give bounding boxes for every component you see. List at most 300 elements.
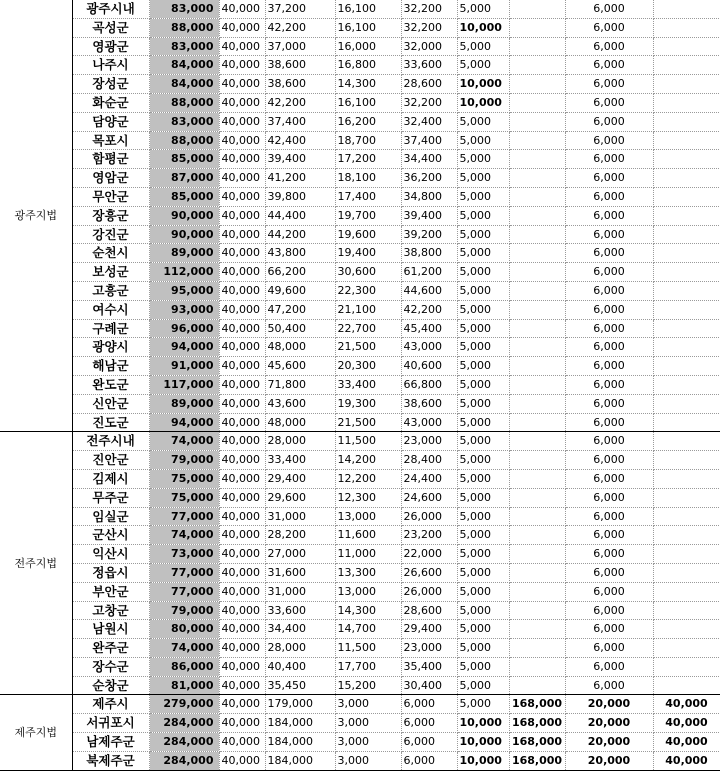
table-row xyxy=(0,56,720,75)
fee-cell: 24,600 xyxy=(401,488,457,507)
location-name: 전주시내 xyxy=(72,432,149,451)
fee-cell: 11,000 xyxy=(335,545,401,564)
fee-cell: 6,000 xyxy=(401,733,457,752)
fee-cell xyxy=(653,187,720,206)
fee-cell xyxy=(653,131,720,150)
table-row xyxy=(0,375,720,394)
table-row xyxy=(0,300,720,319)
fee-cell xyxy=(653,169,720,188)
table-row xyxy=(0,319,720,338)
fee-cell: 40,000 xyxy=(219,526,265,545)
total-cell: 112,000 xyxy=(149,263,219,282)
total-cell: 81,000 xyxy=(149,676,219,695)
fee-cell xyxy=(653,451,720,470)
fee-cell: 30,600 xyxy=(335,263,401,282)
total-cell: 117,000 xyxy=(149,375,219,394)
total-cell: 85,000 xyxy=(149,187,219,206)
fee-cell: 19,600 xyxy=(335,225,401,244)
fee-cell: 32,000 xyxy=(401,37,457,56)
table-row xyxy=(0,526,720,545)
fee-cell: 40,000 xyxy=(219,507,265,526)
fee-cell: 6,000 xyxy=(565,601,653,620)
fee-cell: 40,000 xyxy=(219,676,265,695)
fee-cell xyxy=(653,37,720,56)
location-name: 곡성군 xyxy=(72,18,149,37)
fee-cell: 21,500 xyxy=(335,338,401,357)
fee-cell xyxy=(509,93,565,112)
fee-cell: 5,000 xyxy=(457,263,509,282)
fee-cell: 16,100 xyxy=(335,0,401,18)
fee-cell: 40,000 xyxy=(219,93,265,112)
table-row xyxy=(0,657,720,676)
fee-cell: 40,000 xyxy=(653,733,720,752)
fee-cell: 38,800 xyxy=(401,244,457,263)
total-cell: 73,000 xyxy=(149,545,219,564)
fee-cell: 6,000 xyxy=(565,657,653,676)
fee-cell xyxy=(653,56,720,75)
fee-cell xyxy=(509,507,565,526)
fee-cell: 40,000 xyxy=(219,357,265,376)
fee-cell: 6,000 xyxy=(565,281,653,300)
fee-cell xyxy=(509,657,565,676)
table-row xyxy=(0,169,720,188)
fee-cell xyxy=(653,469,720,488)
fee-cell xyxy=(653,93,720,112)
fee-cell: 10,000 xyxy=(457,714,509,733)
location-name: 임실군 xyxy=(72,507,149,526)
fee-cell xyxy=(509,451,565,470)
fee-cell: 50,400 xyxy=(265,319,335,338)
fee-cell: 20,000 xyxy=(565,751,653,770)
fee-cell: 19,300 xyxy=(335,394,401,413)
fee-cell: 32,400 xyxy=(401,112,457,131)
fee-cell: 5,000 xyxy=(457,601,509,620)
fee-cell xyxy=(509,432,565,451)
fee-cell: 6,000 xyxy=(565,244,653,263)
fee-cell xyxy=(509,526,565,545)
fee-cell: 3,000 xyxy=(335,695,401,714)
fee-cell: 6,000 xyxy=(565,563,653,582)
fee-cell: 43,800 xyxy=(265,244,335,263)
fee-cell xyxy=(653,206,720,225)
location-name: 부안군 xyxy=(72,582,149,601)
fee-cell: 40,000 xyxy=(219,244,265,263)
fee-cell: 14,300 xyxy=(335,601,401,620)
fee-cell xyxy=(653,639,720,658)
total-cell: 77,000 xyxy=(149,507,219,526)
fee-cell xyxy=(653,281,720,300)
fee-cell xyxy=(509,394,565,413)
location-name: 김제시 xyxy=(72,469,149,488)
fee-cell: 21,500 xyxy=(335,413,401,432)
total-cell: 88,000 xyxy=(149,93,219,112)
total-cell: 94,000 xyxy=(149,413,219,432)
fee-cell: 40,000 xyxy=(219,375,265,394)
fee-cell: 6,000 xyxy=(565,413,653,432)
fee-cell xyxy=(509,413,565,432)
total-cell: 96,000 xyxy=(149,319,219,338)
total-cell: 284,000 xyxy=(149,714,219,733)
fee-cell xyxy=(509,206,565,225)
table-row xyxy=(0,187,720,206)
fee-cell: 5,000 xyxy=(457,620,509,639)
fee-cell: 42,400 xyxy=(265,131,335,150)
fee-cell: 40,000 xyxy=(653,714,720,733)
fee-cell: 22,300 xyxy=(335,281,401,300)
fee-cell: 38,600 xyxy=(401,394,457,413)
fee-cell: 45,600 xyxy=(265,357,335,376)
fee-cell: 40,000 xyxy=(219,451,265,470)
fee-cell: 6,000 xyxy=(565,639,653,658)
fee-cell: 40,000 xyxy=(219,714,265,733)
fee-cell: 33,400 xyxy=(265,451,335,470)
location-name: 제주시 xyxy=(72,695,149,714)
fee-cell: 6,000 xyxy=(565,338,653,357)
fee-cell xyxy=(509,469,565,488)
fee-cell: 5,000 xyxy=(457,507,509,526)
fee-cell: 28,000 xyxy=(265,639,335,658)
fee-cell: 39,800 xyxy=(265,187,335,206)
fee-cell: 23,200 xyxy=(401,526,457,545)
fee-cell: 40,000 xyxy=(219,695,265,714)
fee-cell: 20,300 xyxy=(335,357,401,376)
fee-cell: 45,400 xyxy=(401,319,457,338)
table-row xyxy=(0,0,720,18)
fee-cell: 23,000 xyxy=(401,432,457,451)
fee-cell: 40,000 xyxy=(219,620,265,639)
location-name: 영암군 xyxy=(72,169,149,188)
total-cell: 95,000 xyxy=(149,281,219,300)
fee-cell: 11,500 xyxy=(335,432,401,451)
fee-cell: 13,000 xyxy=(335,582,401,601)
table-row xyxy=(0,469,720,488)
fee-cell: 28,600 xyxy=(401,75,457,94)
fee-cell: 184,000 xyxy=(265,714,335,733)
table-row xyxy=(0,451,720,470)
fee-cell xyxy=(653,319,720,338)
fee-cell: 33,600 xyxy=(265,601,335,620)
fee-cell: 6,000 xyxy=(565,0,653,18)
location-name: 남원시 xyxy=(72,620,149,639)
fee-cell: 39,200 xyxy=(401,225,457,244)
location-name: 정읍시 xyxy=(72,563,149,582)
fee-cell: 6,000 xyxy=(565,131,653,150)
fee-cell: 40,000 xyxy=(219,488,265,507)
fee-cell xyxy=(653,75,720,94)
fee-cell xyxy=(509,338,565,357)
fee-cell xyxy=(509,225,565,244)
fee-cell: 6,000 xyxy=(565,300,653,319)
table-row xyxy=(0,206,720,225)
fee-cell: 20,000 xyxy=(565,733,653,752)
fee-cell: 29,600 xyxy=(265,488,335,507)
fee-cell: 20,000 xyxy=(565,714,653,733)
fee-cell: 5,000 xyxy=(457,338,509,357)
fee-cell: 6,000 xyxy=(401,695,457,714)
fee-cell: 40,600 xyxy=(401,357,457,376)
fee-cell xyxy=(653,563,720,582)
location-name: 화순군 xyxy=(72,93,149,112)
table-row xyxy=(0,601,720,620)
fee-cell: 16,000 xyxy=(335,37,401,56)
fee-cell: 40,000 xyxy=(219,131,265,150)
total-cell: 75,000 xyxy=(149,488,219,507)
fee-cell: 5,000 xyxy=(457,657,509,676)
total-cell: 91,000 xyxy=(149,357,219,376)
fee-cell: 40,000 xyxy=(219,0,265,18)
fee-cell: 37,400 xyxy=(265,112,335,131)
fee-cell xyxy=(653,545,720,564)
fee-cell: 16,200 xyxy=(335,112,401,131)
fee-cell: 5,000 xyxy=(457,169,509,188)
fee-cell: 5,000 xyxy=(457,545,509,564)
fee-cell: 5,000 xyxy=(457,582,509,601)
total-cell: 80,000 xyxy=(149,620,219,639)
table-row xyxy=(0,639,720,658)
table-row xyxy=(0,131,720,150)
location-name: 순창군 xyxy=(72,676,149,695)
fee-cell: 40,000 xyxy=(219,582,265,601)
fee-cell: 5,000 xyxy=(457,469,509,488)
location-name: 구례군 xyxy=(72,319,149,338)
fee-cell: 31,000 xyxy=(265,582,335,601)
table-row xyxy=(0,37,720,56)
fee-cell: 6,000 xyxy=(565,225,653,244)
fee-cell: 6,000 xyxy=(565,93,653,112)
fee-cell: 41,200 xyxy=(265,169,335,188)
fee-cell: 168,000 xyxy=(509,714,565,733)
fee-cell: 16,100 xyxy=(335,18,401,37)
fee-cell xyxy=(653,676,720,695)
fee-cell xyxy=(509,0,565,18)
fee-cell: 5,000 xyxy=(457,451,509,470)
fee-cell: 38,600 xyxy=(265,75,335,94)
region-label: 전주지법 xyxy=(0,432,72,695)
fee-cell: 6,000 xyxy=(565,187,653,206)
location-name: 해남군 xyxy=(72,357,149,376)
fee-cell xyxy=(653,507,720,526)
location-name: 고창군 xyxy=(72,601,149,620)
fee-cell: 6,000 xyxy=(565,507,653,526)
fee-cell: 35,450 xyxy=(265,676,335,695)
fee-cell: 28,400 xyxy=(401,451,457,470)
fee-cell xyxy=(653,338,720,357)
fee-cell xyxy=(653,375,720,394)
fee-cell: 38,600 xyxy=(265,56,335,75)
fee-cell xyxy=(653,432,720,451)
fee-cell xyxy=(653,620,720,639)
fee-cell xyxy=(509,112,565,131)
fee-cell: 34,800 xyxy=(401,187,457,206)
table-row xyxy=(0,150,720,169)
fee-cell: 40,000 xyxy=(219,432,265,451)
table-row xyxy=(0,93,720,112)
fee-cell: 40,000 xyxy=(219,300,265,319)
fee-cell xyxy=(509,676,565,695)
fee-cell xyxy=(653,150,720,169)
fee-cell: 11,600 xyxy=(335,526,401,545)
table-row xyxy=(0,281,720,300)
fee-cell: 66,800 xyxy=(401,375,457,394)
fee-cell: 6,000 xyxy=(565,375,653,394)
fee-cell: 19,700 xyxy=(335,206,401,225)
fee-cell: 6,000 xyxy=(565,169,653,188)
location-name: 광주시내 xyxy=(72,0,149,18)
fee-cell: 37,400 xyxy=(401,131,457,150)
fee-cell: 6,000 xyxy=(565,56,653,75)
fee-cell: 40,000 xyxy=(219,112,265,131)
table-row xyxy=(0,563,720,582)
fee-cell: 14,200 xyxy=(335,451,401,470)
fee-cell xyxy=(509,281,565,300)
total-cell: 284,000 xyxy=(149,751,219,770)
fee-cell: 43,000 xyxy=(401,338,457,357)
fee-cell xyxy=(653,582,720,601)
fee-cell: 28,000 xyxy=(265,432,335,451)
fee-cell: 40,000 xyxy=(219,206,265,225)
fee-cell: 40,000 xyxy=(219,657,265,676)
table-row xyxy=(0,676,720,695)
total-cell: 74,000 xyxy=(149,432,219,451)
total-cell: 93,000 xyxy=(149,300,219,319)
total-cell: 88,000 xyxy=(149,18,219,37)
fee-cell: 6,000 xyxy=(565,206,653,225)
total-cell: 83,000 xyxy=(149,0,219,18)
table-row xyxy=(0,620,720,639)
fee-cell: 5,000 xyxy=(457,563,509,582)
table-row xyxy=(0,112,720,131)
fee-cell xyxy=(509,582,565,601)
fee-cell: 12,200 xyxy=(335,469,401,488)
fee-cell: 34,400 xyxy=(265,620,335,639)
location-name: 광양시 xyxy=(72,338,149,357)
total-cell: 83,000 xyxy=(149,112,219,131)
fee-cell: 6,000 xyxy=(565,620,653,639)
fee-cell: 47,200 xyxy=(265,300,335,319)
fee-cell: 35,400 xyxy=(401,657,457,676)
fee-cell: 28,200 xyxy=(265,526,335,545)
fee-cell: 44,600 xyxy=(401,281,457,300)
fee-cell: 40,000 xyxy=(219,733,265,752)
fee-cell: 6,000 xyxy=(565,582,653,601)
fee-cell: 12,300 xyxy=(335,488,401,507)
table-row xyxy=(0,432,720,451)
fee-cell: 17,700 xyxy=(335,657,401,676)
fee-cell: 16,800 xyxy=(335,56,401,75)
location-name: 북제주군 xyxy=(72,751,149,770)
total-cell: 88,000 xyxy=(149,131,219,150)
fee-cell: 44,200 xyxy=(265,225,335,244)
fee-cell: 10,000 xyxy=(457,18,509,37)
fee-cell: 28,600 xyxy=(401,601,457,620)
fee-cell: 179,000 xyxy=(265,695,335,714)
fee-cell xyxy=(653,657,720,676)
fee-cell: 6,000 xyxy=(565,432,653,451)
total-cell: 79,000 xyxy=(149,601,219,620)
fee-cell: 49,600 xyxy=(265,281,335,300)
fee-cell: 6,000 xyxy=(565,526,653,545)
total-cell: 284,000 xyxy=(149,733,219,752)
location-name: 무주군 xyxy=(72,488,149,507)
fee-cell: 27,000 xyxy=(265,545,335,564)
total-cell: 86,000 xyxy=(149,657,219,676)
location-name: 장흥군 xyxy=(72,206,149,225)
fee-cell: 6,000 xyxy=(565,319,653,338)
fee-cell: 5,000 xyxy=(457,0,509,18)
fee-cell xyxy=(509,263,565,282)
location-name: 장수군 xyxy=(72,657,149,676)
fee-cell: 13,000 xyxy=(335,507,401,526)
location-name: 무안군 xyxy=(72,187,149,206)
fee-cell: 71,800 xyxy=(265,375,335,394)
location-name: 서귀포시 xyxy=(72,714,149,733)
fee-cell: 5,000 xyxy=(457,187,509,206)
fee-cell: 10,000 xyxy=(457,93,509,112)
total-cell: 90,000 xyxy=(149,225,219,244)
location-name: 목포시 xyxy=(72,131,149,150)
fee-cell: 40,000 xyxy=(219,37,265,56)
fee-cell: 42,200 xyxy=(265,18,335,37)
total-cell: 74,000 xyxy=(149,526,219,545)
fee-cell: 5,000 xyxy=(457,206,509,225)
fee-cell xyxy=(509,375,565,394)
fee-cell: 5,000 xyxy=(457,488,509,507)
location-name: 남제주군 xyxy=(72,733,149,752)
fee-cell: 3,000 xyxy=(335,733,401,752)
fee-cell xyxy=(509,639,565,658)
fee-cell: 6,000 xyxy=(565,357,653,376)
fee-cell: 10,000 xyxy=(457,751,509,770)
fee-cell: 40,000 xyxy=(219,18,265,37)
fee-cell: 6,000 xyxy=(565,394,653,413)
fee-cell: 17,400 xyxy=(335,187,401,206)
fee-cell: 5,000 xyxy=(457,319,509,338)
fee-cell xyxy=(509,244,565,263)
fee-cell xyxy=(509,131,565,150)
location-name: 완주군 xyxy=(72,639,149,658)
fee-cell xyxy=(509,75,565,94)
location-name: 신안군 xyxy=(72,394,149,413)
fee-cell: 184,000 xyxy=(265,733,335,752)
fee-cell: 39,400 xyxy=(265,150,335,169)
fee-cell: 40,000 xyxy=(219,601,265,620)
fee-cell: 40,000 xyxy=(219,469,265,488)
fee-cell: 40,000 xyxy=(219,319,265,338)
fee-cell: 42,200 xyxy=(265,93,335,112)
total-cell: 74,000 xyxy=(149,639,219,658)
fee-cell: 5,000 xyxy=(457,394,509,413)
location-name: 순천시 xyxy=(72,244,149,263)
fee-cell: 31,000 xyxy=(265,507,335,526)
fee-cell: 6,000 xyxy=(565,676,653,695)
fee-cell: 48,000 xyxy=(265,413,335,432)
fee-cell xyxy=(509,187,565,206)
fee-cell: 5,000 xyxy=(457,244,509,263)
fee-cell: 5,000 xyxy=(457,300,509,319)
fee-cell: 40,000 xyxy=(219,413,265,432)
fee-cell: 40,000 xyxy=(653,695,720,714)
fee-cell: 26,000 xyxy=(401,582,457,601)
table-row xyxy=(0,244,720,263)
fee-cell: 6,000 xyxy=(565,37,653,56)
location-name: 담양군 xyxy=(72,112,149,131)
fee-cell: 48,000 xyxy=(265,338,335,357)
table-row xyxy=(0,733,720,752)
table-row xyxy=(0,394,720,413)
fee-cell: 40,000 xyxy=(219,281,265,300)
location-name: 익산시 xyxy=(72,545,149,564)
fee-cell: 36,200 xyxy=(401,169,457,188)
